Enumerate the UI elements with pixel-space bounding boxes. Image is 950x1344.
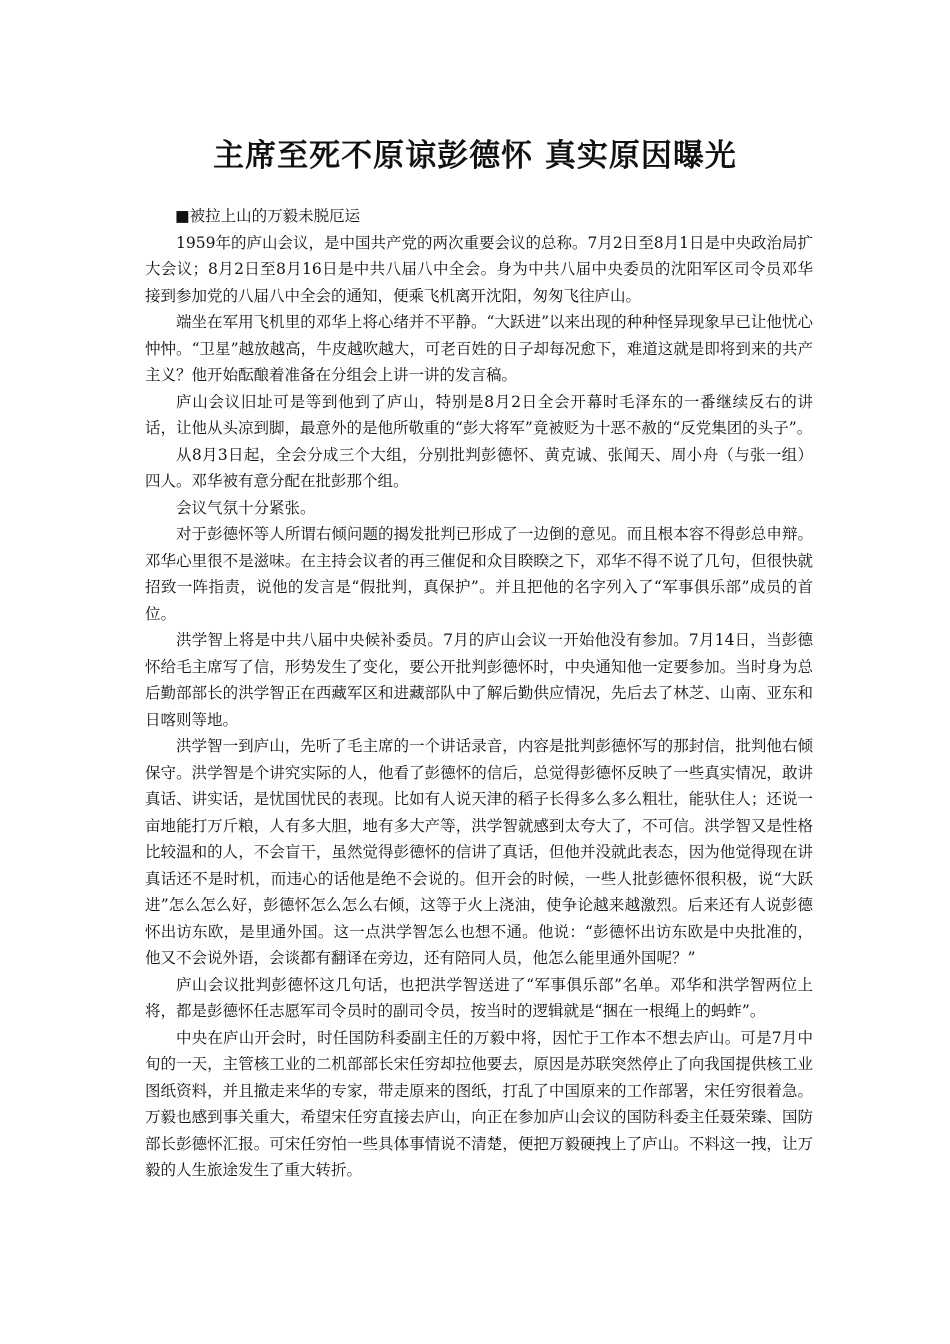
paragraph: 洪学智一到庐山，先听了毛主席的一个讲话录音，内容是批判彭德怀写的那封信，批判他右倾保守。洪学智是个讲究实际的人，他看了彭德怀的信后，总觉得彭德怀反映了一些真实情况，敢讲真话、讲实话，是忧国忧民的表现。比如有人说天津的稻子长得多么多么粗壮，能驮住人；还说一亩地能打万斤粮，人有多大胆，地有多大产等，洪学智就感到太夸大了，不可信。洪学智又是性格比较温和的人，不会盲干，虽然觉得彭德怀的信讲了真话，但他并没就此表态，因为他觉得现在讲真话还不是时机，而违心的话他是绝不会说的。但开会的时候，一些人批彭德怀很积极，说“大跃进”怎么怎么好，彭德怀怎么怎么右倾，这等于火上浇油，使争论越来越激烈。后来还有人说彭德怀出访东欧，是里通外国。这一点洪学智怎么也想不通。他说：“彭德怀出访东欧是中央批准的，他又不会说外语，会谈都有翻译在旁边，还有陪同人员，他怎么能里通外国呢？”	[145, 737, 813, 967]
paragraph: 会议气氛十分紧张。	[176, 498, 316, 517]
paragraph: 对于彭德怀等人所谓右倾问题的揭发批判已形成了一边倒的意见。而且根本容不得彭总申辩。邓华心里很不是滋味。在主持会议者的再三催促和众目睽睽之下，邓华不得不说了几句，但很快就招致一阵指责，说他的发言是“假批判，真保护”。并且把他的名字列入了“军事俱乐部”成员的首位。	[145, 525, 813, 623]
article-title: 主席至死不原谅彭德怀 真实原因曝光	[213, 138, 737, 174]
article-body	[145, 203, 813, 1184]
paragraph: 端坐在军用飞机里的邓华上将心绪并不平静。“大跃进”以来出现的种种怪异现象早已让他忧心忡忡。“卫星”越放越高，牛皮越吹越大，可老百姓的日子却每况愈下，难道这就是即将到来的共产主义？他开始酝酿着准备在分组会上讲一讲的发言稿。	[145, 313, 813, 384]
paragraph: 中央在庐山开会时，时任国防科委副主任的万毅中将，因忙于工作本不想去庐山。可是7月中旬的一天，主管核工业的二机部部长宋任穷却拉他要去，原因是苏联突然停止了向我国提供核工业图纸资料，并且撤走来华的专家，带走原来的图纸，打乱了中国原来的工作部署，宋任穷很着急。万毅也感到事关重大，希望宋任穷直接去庐山，向正在参加庐山会议的国防科委主任聂荣臻、国防部长彭德怀汇报。可宋任穷怕一些具体事情说不清楚，便把万毅硬拽上了庐山。不料这一拽，让万毅的人生旅途发生了重大转折。	[145, 1028, 813, 1179]
paragraph: 从8月3日起，全会分成三个大组，分别批判彭德怀、黄克诚、张闻天、周小舟（与张一组）四人。邓华被有意分配在批彭那个组。	[145, 445, 813, 490]
paragraph: 庐山会议批判彭德怀这几句话，也把洪学智送进了“军事俱乐部”名单。邓华和洪学智两位上将，都是彭德怀任志愿军司令员时的副司令员，按当时的逻辑就是“捆在一根绳上的蚂蚱”。	[145, 975, 813, 1020]
paragraph: 洪学智上将是中共八届中央候补委员。7月的庐山会议一开始他没有参加。7月14日，当彭德怀给毛主席写了信，形势发生了变化，要公开批判彭德怀时，中央通知他一定要参加。当时身为总后勤部部长的洪学智正在西藏军区和进藏部队中了解后勤供应情况，先后去了林芝、山南、亚东和日喀则等地。	[145, 631, 813, 729]
section-heading: ■被拉上山的万毅未脱厄运	[175, 207, 361, 225]
paragraph: 庐山会议旧址可是等到他到了庐山，特别是8月2日全会开幕时毛泽东的一番继续反右的讲话，让他从头凉到脚，最意外的是他所敬重的“彭大将军”竟被贬为十恶不赦的“反党集团的头子”。	[145, 392, 813, 437]
paragraph: 1959年的庐山会议，是中国共产党的两次重要会议的总称。7月2日至8月1日是中央政治局扩大会议；8月2日至8月16日是中共八届八中全会。身为中共八届中央委员的沈阳军区司令员邓华接到参加党的八届八中全会的通知，便乘飞机离开沈阳，匆匆飞往庐山。	[145, 233, 813, 305]
